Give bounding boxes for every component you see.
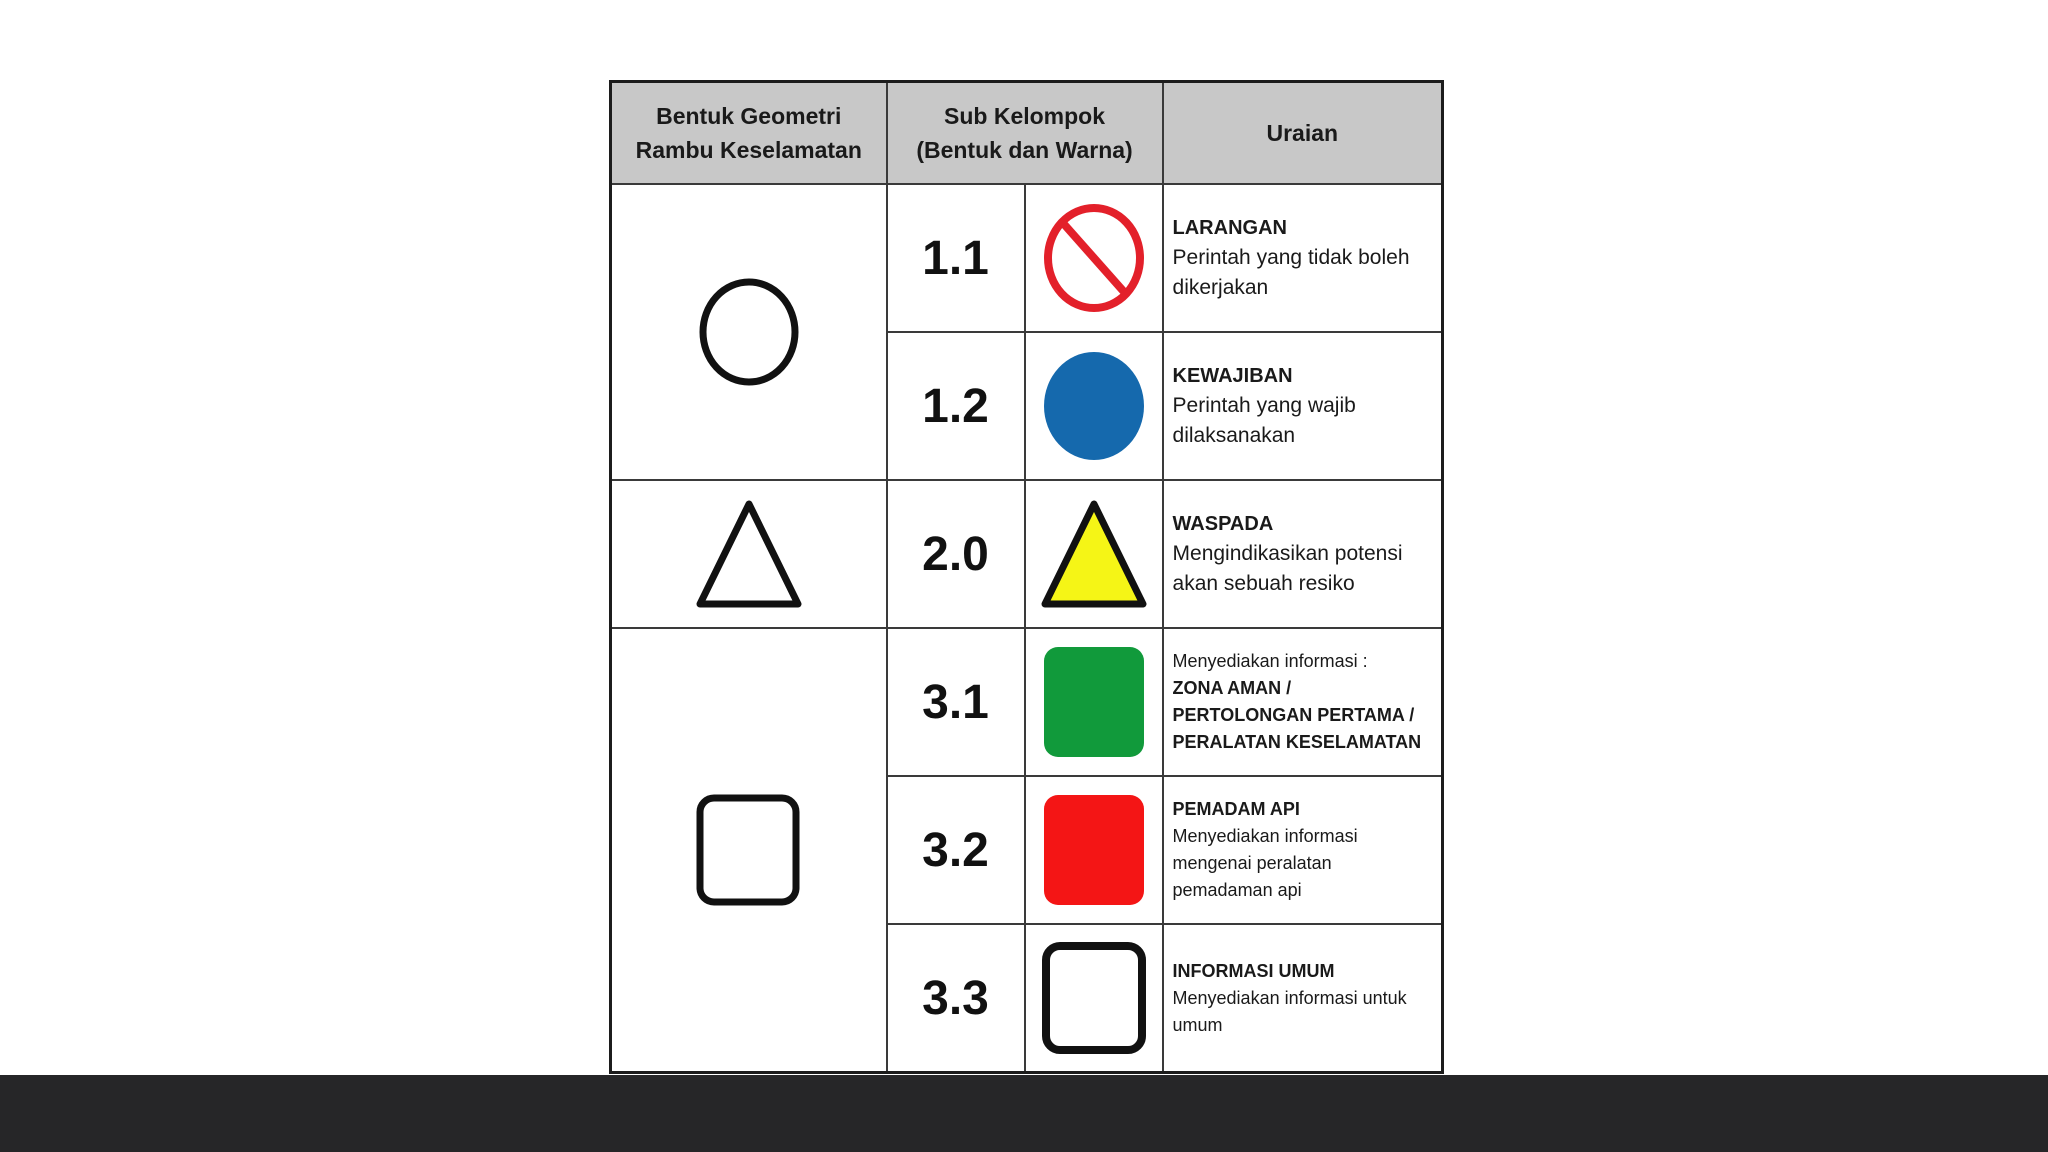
description-title: ZONA AMAN / — [1172, 678, 1292, 698]
description-title: KEWAJIBAN — [1172, 365, 1293, 387]
header-geometric-shape: Bentuk Geometri Rambu Keselamatan — [611, 82, 887, 185]
sub-group-code: 3.3 — [887, 924, 1025, 1073]
table-row — [611, 184, 1443, 332]
yellow-triangle-cell — [1025, 480, 1163, 628]
sub-group-code: 1.1 — [887, 184, 1025, 332]
sub-group-code: 2.0 — [887, 480, 1025, 628]
description-cell — [1163, 332, 1443, 480]
yellow-triangle-icon — [1039, 496, 1149, 612]
description-cell — [1163, 184, 1443, 332]
red-square-icon — [1039, 792, 1149, 908]
square-group-cell — [611, 628, 887, 1073]
safety-sign-table — [609, 80, 1444, 1074]
green-square-cell — [1025, 628, 1163, 776]
red-square-cell — [1025, 776, 1163, 924]
description-text: Perintah yang wajib dilaksanakan — [1172, 394, 1356, 447]
description-text: Menyediakan informasi : — [1172, 651, 1368, 671]
description-text: Perintah yang tidak boleh dikerjakan — [1172, 246, 1410, 299]
sub-group-code: 1.2 — [887, 332, 1025, 480]
bottom-bar — [0, 1075, 2048, 1152]
triangle-group-cell — [611, 480, 887, 628]
sub-group-code: 3.2 — [887, 776, 1025, 924]
description-title: LARANGAN — [1172, 217, 1287, 239]
description-text: Menyediakan informasi untuk umum — [1172, 987, 1407, 1035]
blue-circle-cell — [1025, 332, 1163, 480]
prohibition-sign-cell — [1025, 184, 1163, 332]
description-title: INFORMASI UMUM — [1172, 960, 1335, 981]
prohibition-sign-icon — [1039, 201, 1149, 315]
table-row — [611, 480, 1443, 628]
description-title: PEMADAM API — [1172, 799, 1300, 819]
header-sub-group: Sub Kelompok (Bentuk dan Warna) — [887, 82, 1163, 185]
circle-group-cell — [611, 184, 887, 480]
table-header-row — [611, 82, 1443, 185]
blue-circle-icon — [1039, 349, 1149, 463]
description-title: PERALATAN KESELAMATAN — [1172, 732, 1422, 752]
circle-outline-icon — [694, 277, 804, 387]
description-title: PERTOLONGAN PERTAMA / — [1172, 705, 1415, 725]
table-row — [611, 628, 1443, 776]
description-cell — [1163, 776, 1443, 924]
header-description: Uraian — [1163, 82, 1443, 185]
green-square-icon — [1039, 644, 1149, 760]
description-title: WASPADA — [1172, 513, 1274, 535]
white-square-cell — [1025, 924, 1163, 1073]
description-text: Menyediakan informasi mengenai peralatan pemadaman api — [1172, 826, 1358, 900]
square-outline-icon — [694, 792, 804, 908]
description-cell — [1163, 480, 1443, 628]
white-square-outline-icon — [1039, 940, 1149, 1056]
description-cell — [1163, 924, 1443, 1073]
triangle-outline-icon — [694, 496, 804, 612]
sub-group-code: 3.1 — [887, 628, 1025, 776]
description-cell — [1163, 628, 1443, 776]
description-text: Mengindikasikan potensi akan sebuah resiko — [1172, 542, 1403, 595]
